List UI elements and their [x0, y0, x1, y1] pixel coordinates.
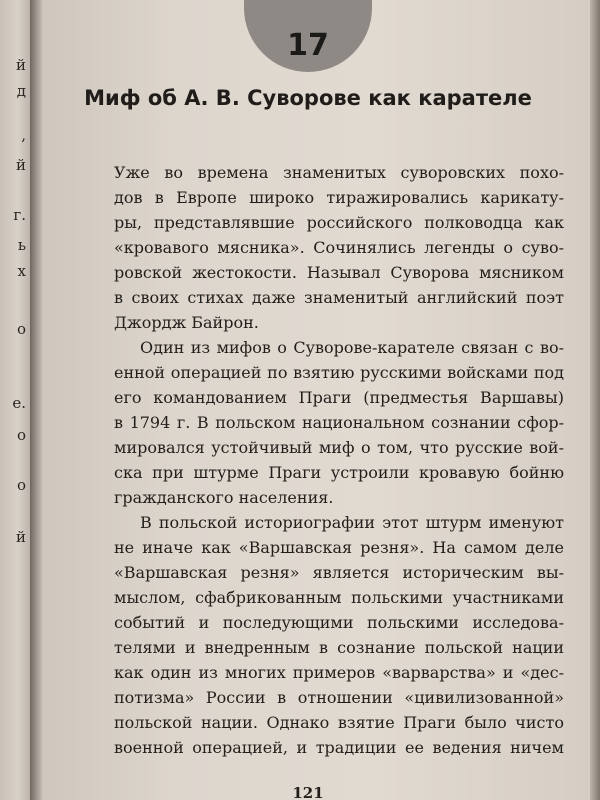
text-line: гражданского населения. [114, 488, 334, 507]
text-line: Джордж Байрон. [114, 313, 259, 332]
text-line: ровской жестокости. Называл Суворова мясником [114, 263, 564, 282]
chapter-title: Миф об А. В. Суворове как карателе [84, 86, 532, 110]
left-page-fragment: х [17, 262, 26, 280]
text-line: военной операцией, и традиции ее ведения ничем [114, 738, 564, 757]
text-line: дов в Европе широко тиражировались карикату- [114, 188, 564, 207]
text-line: «кровавого мясника». Сочинялись легенды о суво- [114, 238, 564, 257]
book-gutter [30, 0, 42, 800]
previous-page-strip [0, 0, 30, 800]
page-number: 121 [292, 784, 324, 800]
paragraph [114, 510, 564, 760]
text-line: ры, представлявшие российского полководца как [114, 213, 564, 232]
left-page-fragment: д [16, 82, 26, 100]
text-line: В польской историографии этот штурм именуют [140, 513, 564, 532]
left-page-fragment: о [16, 476, 26, 494]
left-page-fragment: й [16, 56, 26, 74]
text-line: потизма» России в отношении «цивилизованной» [114, 688, 564, 707]
text-line: мыслом, сфабрикованным польскими участниками [114, 588, 564, 607]
chapter-badge [244, 0, 372, 72]
left-page-fragment: й [16, 528, 26, 546]
page-edge [590, 0, 600, 800]
left-page-fragment: ь [17, 236, 26, 254]
left-page-fragment: о [16, 320, 26, 338]
text-line: Один из мифов о Суворове-карателе связан с во- [140, 338, 564, 357]
text-line: телями и внедренным в сознание польской нации [114, 638, 564, 657]
left-page-fragment: й [16, 156, 26, 174]
text-line: в 1794 г. В польском национальном сознании сфор- [114, 413, 564, 432]
text-line: как один из многих примеров «варварства» и «дес- [114, 663, 564, 682]
paragraph [114, 335, 564, 510]
left-page-fragment: г. [13, 206, 26, 224]
text-line: мировался устойчивый миф о том, что русские вой- [114, 438, 564, 457]
left-page-fragment: е. [12, 394, 26, 412]
paragraph [114, 160, 564, 335]
book-page [42, 0, 590, 800]
chapter-number: 17 [287, 27, 329, 63]
left-page-fragment: о [16, 426, 26, 444]
text-line: польской нации. Однако взятие Праги было чисто [114, 713, 564, 732]
text-line: не иначе как «Варшавская резня». На самом деле [114, 538, 564, 557]
left-page-fragment: , [21, 126, 26, 144]
text-line: в своих стихах даже знаменитый английский поэт [114, 288, 564, 307]
text-line: енной операцией по взятию русскими войсками под [114, 363, 564, 382]
text-line: «Варшавская резня» является историческим вы- [114, 563, 564, 582]
body-text [114, 160, 564, 760]
text-line: ска при штурме Праги устроили кровавую бойню [114, 463, 564, 482]
text-line: его командованием Праги (предместья Варшавы) [114, 388, 564, 407]
text-line: Уже во времена знаменитых суворовских похо- [114, 163, 564, 182]
text-line: событий и последующими польскими исследова- [114, 613, 564, 632]
